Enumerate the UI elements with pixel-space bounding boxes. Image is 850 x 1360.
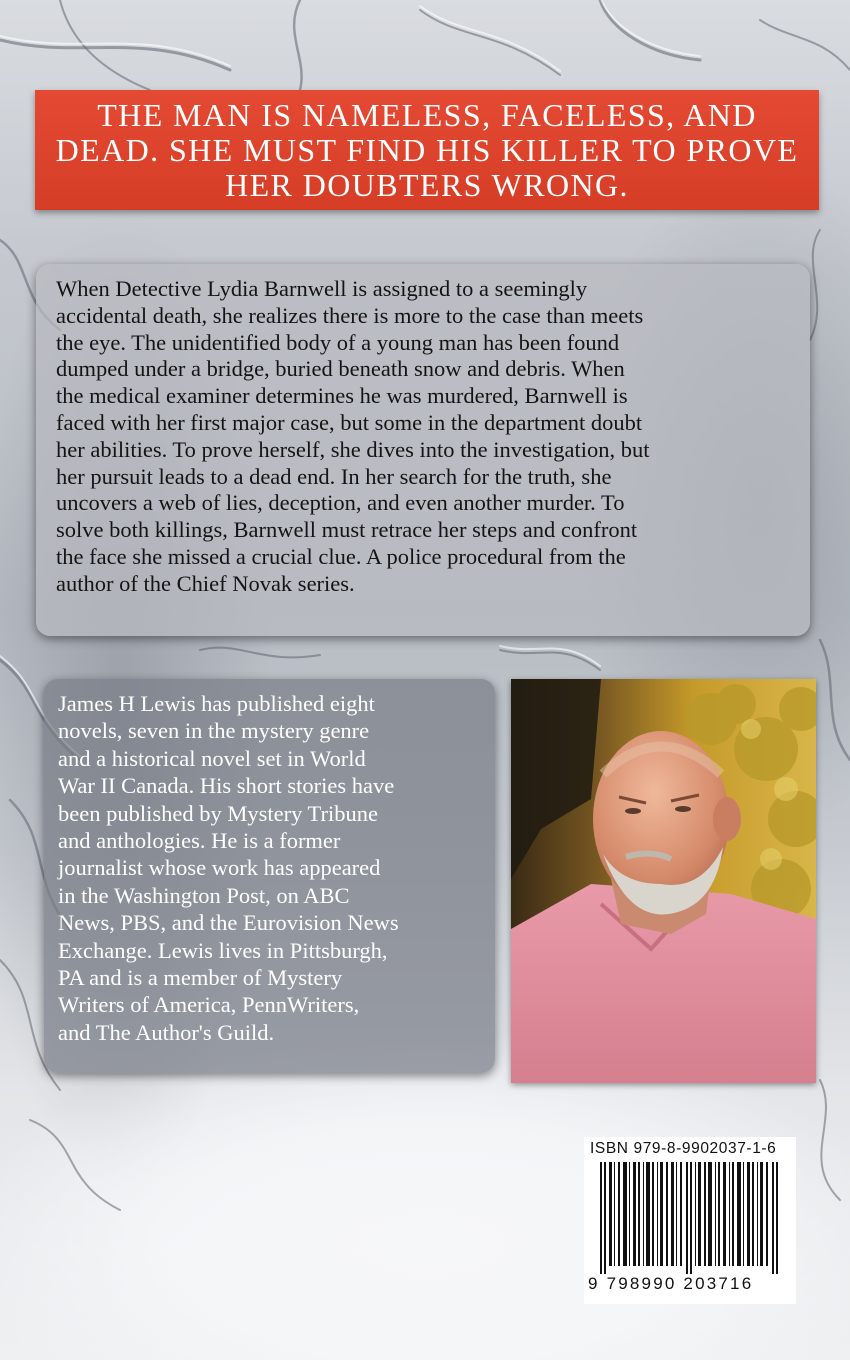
headline-line-1: THE MAN IS NAMELESS, FACELESS, AND: [97, 96, 757, 133]
headline-banner: [35, 90, 819, 210]
isbn-label: ISBN 979-8-9902037-1-6: [590, 1140, 777, 1157]
barcode-icon: [592, 1162, 788, 1274]
headline-line-3: HER DOUBTERS WRONG.: [225, 166, 629, 203]
barcode: [584, 1137, 796, 1304]
headline-line-2: DEAD. SHE MUST FIND HIS KILLER TO PROVE: [55, 131, 799, 168]
isbn-digits: 9 798990 203716: [588, 1274, 754, 1293]
headline: [40, 98, 815, 203]
author-bio-panel: [44, 679, 495, 1073]
book-blurb: When Detective Lydia Barnwell is assigned to a seemingly accidental death, she realizes there is more to the case than meets the eye. The unidentified body of a young man has been found dumped under a bridge, buried beneath snow and debris. When the medical examiner determines he was murdered, Barnwell is faced with her first major case, but some in the department doubt her abilities. To prove herself, she dives into the investigation, but her pursuit leads to a dead end. In her search for the truth, she uncovers a web of lies, deception, and even another murder. To solve both killings, Barnwell must retrace her steps and confront the face she missed a crucial clue. A police procedural from the author of the Chief Novak series.: [56, 276, 650, 596]
blurb-panel: [36, 264, 810, 636]
author-bio: James H Lewis has published eight novels, seven in the mystery genre and a historical novel set in World War II Canada. His short stories have been published by Mystery Tribune and anthologies. He is a former journalist whose work has appeared in the Washington Post, on ABC News, PBS, and the Eurovision News Exchange. Lewis lives in Pittsburgh, PA and is a member of Mystery Writers of America, PennWriters, and The Author's Guild.: [58, 691, 399, 1045]
author-photo-icon: [511, 679, 816, 1083]
